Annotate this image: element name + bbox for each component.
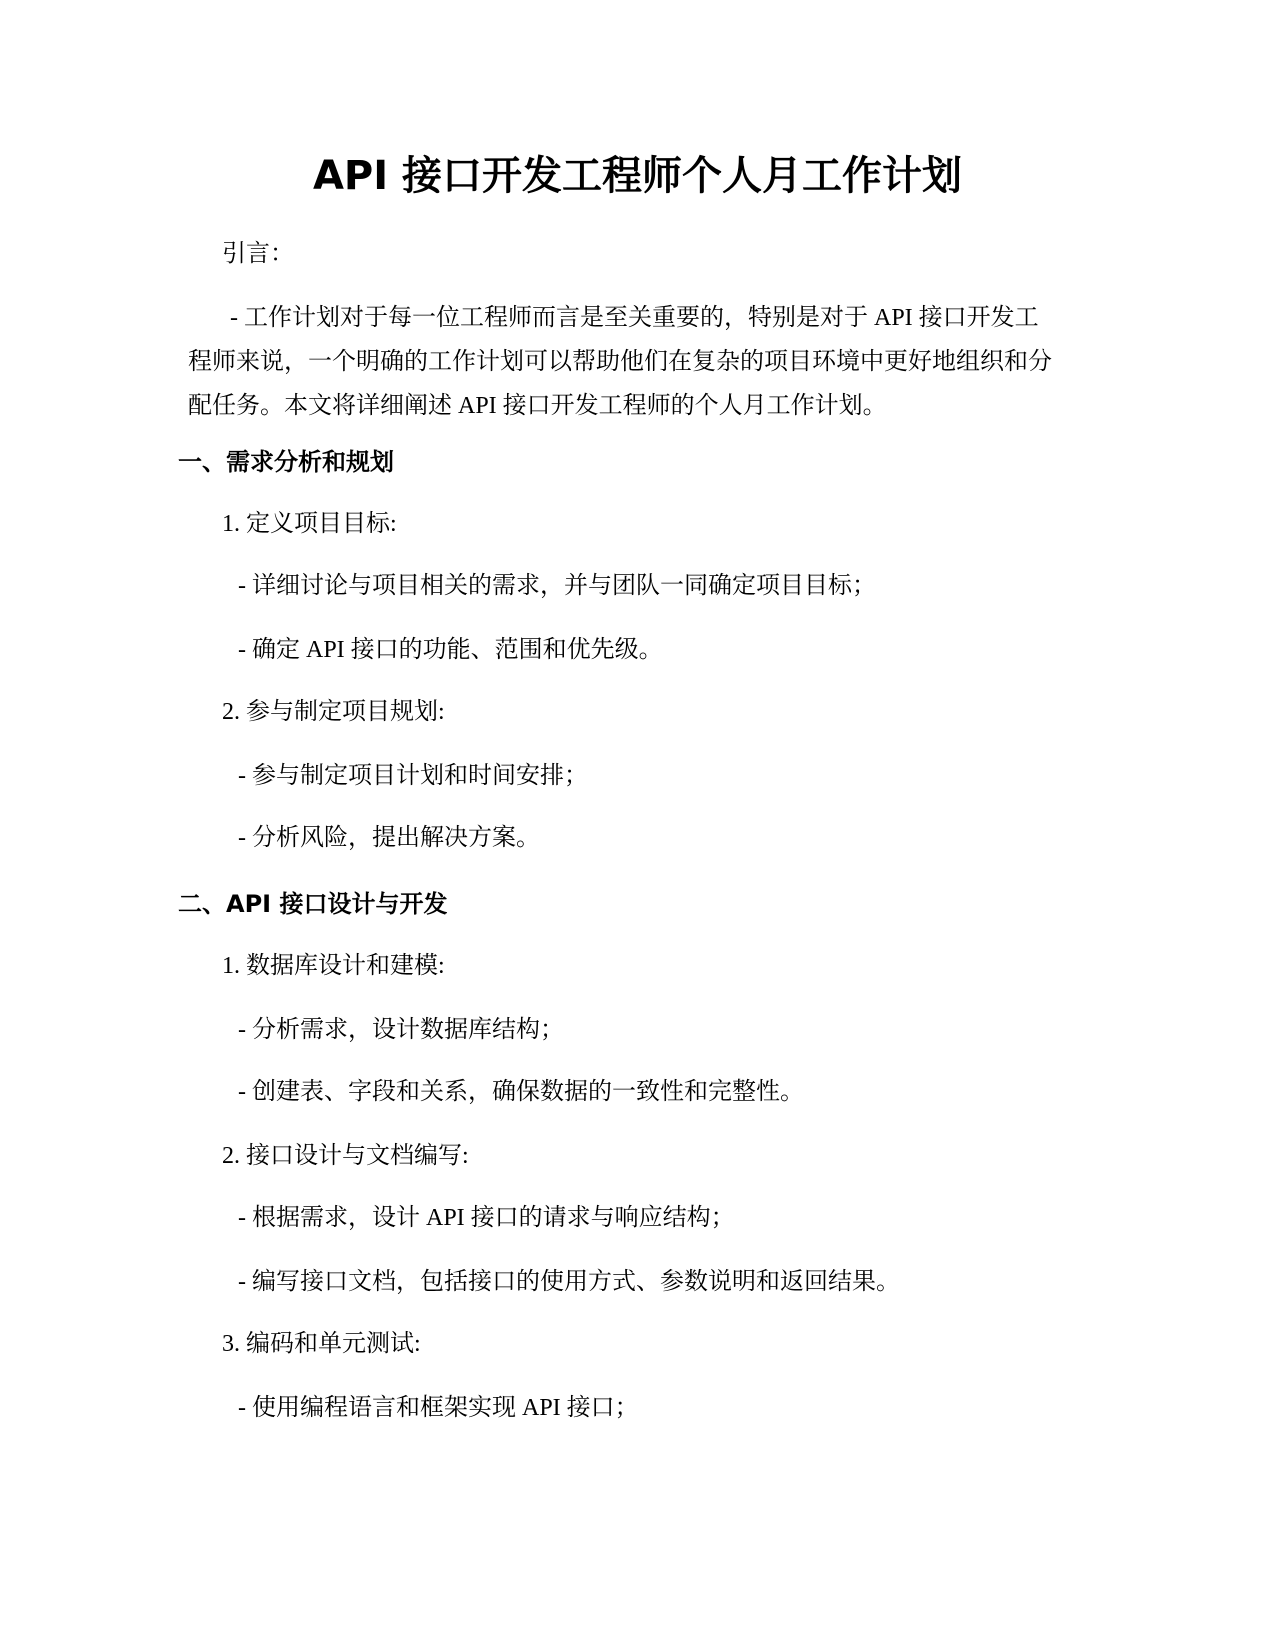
- list-bullet: - 确定 API 接口的功能、范围和优先级。: [238, 637, 663, 663]
- list-bullet: - 参与制定项目计划和时间安排；: [238, 763, 588, 789]
- list-bullet: - 根据需求，设计 API 接口的请求与响应结构；: [238, 1205, 735, 1231]
- list-bullet: - 使用编程语言和框架实现 API 接口；: [238, 1395, 639, 1421]
- intro-line: 程师来说，一个明确的工作计划可以帮助他们在复杂的项目环境中更好地组织和分: [188, 349, 1052, 375]
- intro-label: 引言：: [222, 241, 294, 267]
- list-item-label: 1. 定义项目目标:: [222, 511, 397, 537]
- list-bullet: - 创建表、字段和关系，确保数据的一致性和完整性。: [238, 1079, 804, 1105]
- intro-line: 配任务。本文将详细阐述 API 接口开发工程师的个人月工作计划。: [188, 393, 887, 419]
- list-bullet: - 编写接口文档，包括接口的使用方式、参数说明和返回结果。: [238, 1269, 900, 1295]
- list-item-label: 1. 数据库设计和建模:: [222, 953, 445, 979]
- list-item-label: 2. 参与制定项目规划:: [222, 699, 445, 725]
- list-bullet: - 分析风险，提出解决方案。: [238, 825, 540, 851]
- section-heading-requirements: 一、需求分析和规划: [178, 448, 394, 476]
- document-title: API 接口开发工程师个人月工作计划: [312, 153, 963, 199]
- section-heading-api-design: 二、API 接口设计与开发: [178, 890, 448, 918]
- intro-line: - 工作计划对于每一位工程师而言是至关重要的，特别是对于 API 接口开发工: [230, 305, 1039, 331]
- list-item-label: 3. 编码和单元测试:: [222, 1331, 421, 1357]
- list-item-label: 2. 接口设计与文档编写:: [222, 1143, 469, 1169]
- list-bullet: - 详细讨论与项目相关的需求，并与团队一同确定项目目标；: [238, 573, 876, 599]
- intro-paragraph: [188, 296, 1088, 428]
- list-bullet: - 分析需求，设计数据库结构；: [238, 1017, 564, 1043]
